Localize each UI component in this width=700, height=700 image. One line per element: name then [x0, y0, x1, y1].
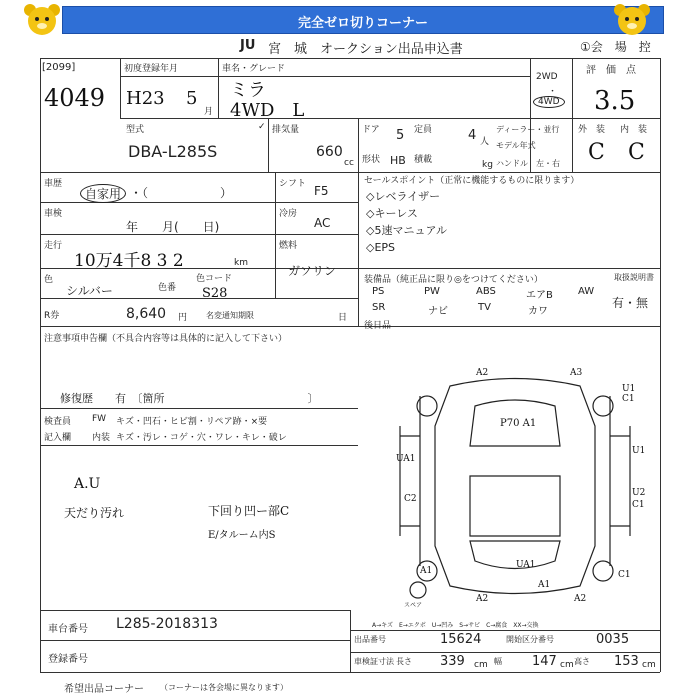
capacity-unit: 人 [480, 137, 490, 147]
exhibit-label: 出品番号 [354, 635, 386, 644]
recycle-day: 日 [338, 313, 348, 323]
wish-label: 希望出品コーナー [64, 684, 144, 695]
model-value: DBA-L285S [128, 142, 218, 161]
grid-line [350, 630, 660, 631]
flags-row1-label: FW [92, 414, 107, 424]
int-label: 内 装 [620, 125, 648, 135]
grid-line [350, 652, 660, 653]
score-value: 3.5 [594, 86, 636, 116]
length-unit: cm [474, 660, 488, 670]
cooling-value: AC [314, 216, 331, 230]
dealer-label: ディーラー・並行 [496, 125, 560, 134]
drive-dot: ・ [548, 87, 558, 97]
history-rest: ・（ ） [130, 186, 233, 200]
handwritten-note: E/タルーム内S [208, 530, 276, 541]
damage-mark: A1 [420, 566, 433, 576]
sales-item: ◇5速マニュアル [366, 224, 448, 237]
notes-label: 注意事項申告欄（不具合内容等は具体的に記入して下さい） [44, 334, 288, 344]
grid-line [218, 58, 219, 118]
grid-line [120, 58, 121, 118]
height-label: 高さ [574, 657, 590, 666]
drive-4wd: 4WD [533, 96, 565, 108]
length-value: 339 [440, 654, 465, 669]
grid-line [530, 58, 531, 172]
equip-airbag: エアB [526, 290, 553, 301]
first-reg-month: 5 [186, 88, 198, 109]
fuel-label: 燃料 [279, 241, 298, 251]
ext-label: 外 装 [578, 125, 606, 135]
damage-mark: U1 [622, 384, 636, 394]
bear-mascot-icon [22, 2, 62, 38]
recycle-label: R券 [44, 311, 60, 321]
load-label: 積載 [414, 155, 433, 165]
equipment-title: 装備品（純正品に限り◎をつけてください） [364, 275, 543, 285]
load-unit: kg [482, 160, 493, 170]
doors-value: 5 [396, 128, 405, 143]
handwritten-note: 天だり汚れ [64, 506, 125, 520]
spare-label: スペア [404, 602, 423, 609]
grid-line [660, 58, 661, 672]
damage-mark: C1 [618, 570, 631, 580]
flags-row2-label: 内装 [92, 433, 111, 443]
sales-title: セールスポイント（正常に機能するものに限ります） [364, 176, 580, 186]
car-label: 車名・グレード [222, 64, 286, 74]
car-name: ミラ [230, 80, 266, 101]
banner-title: 完全ゼロ切りコーナー [297, 16, 428, 31]
chassis-value: L285-2018313 [116, 616, 218, 632]
equipment-mgmt-value: 有・無 [612, 296, 649, 310]
color-code-label: 色コード [196, 274, 233, 284]
damage-mark: A3 [570, 368, 583, 378]
grid-line [120, 118, 660, 119]
wish-note: （コーナーは各会場に異なります） [160, 683, 288, 692]
damage-mark: U1 [632, 446, 646, 456]
grid-line [268, 118, 269, 172]
equip-aw: AW [578, 286, 595, 297]
sales-list [366, 188, 447, 256]
sales-item: ◇レベライザー [366, 190, 441, 203]
equip-tv: TV [478, 302, 491, 313]
grid-line [572, 58, 573, 172]
shift-value: F5 [314, 184, 329, 198]
shape-value: HB [390, 154, 406, 167]
handwritten-note: 下回り凹ー部C [208, 504, 290, 518]
damage-mark: C1 [632, 500, 645, 510]
flags-row2: キズ・汚レ・コゲ・穴・ワレ・キレ・破レ [116, 433, 287, 443]
equip-sr: SR [372, 302, 386, 313]
banner [0, 0, 700, 40]
registration-label: 登録番号 [48, 654, 88, 665]
drive-2wd: 2WD [536, 72, 558, 82]
color-label: 色 [44, 275, 54, 285]
history-value: 自家用 [80, 184, 126, 203]
grid-line [275, 172, 276, 298]
model-check: ✓ [258, 122, 266, 132]
width-unit: cm [560, 660, 574, 670]
exhibit-value: 15624 [440, 632, 482, 647]
handwritten-note: A.U [74, 476, 101, 492]
width-label: 幅 [494, 657, 502, 666]
grid-line [40, 640, 350, 641]
grid-line [40, 58, 41, 672]
recycle-unit: 円 [178, 313, 188, 323]
fuel-value: ガソリン [288, 264, 337, 278]
capacity-value: 4 [468, 128, 477, 143]
height-value: 153 [614, 654, 639, 669]
checker-label2: 記入欄 [44, 433, 72, 443]
org-logo: JU [240, 38, 256, 53]
score-label: 評 価 点 [586, 65, 636, 76]
color-value: シルバー [66, 284, 113, 298]
sales-item: ◇EPS [366, 241, 396, 254]
damage-mark: A2 [476, 594, 489, 604]
inspection-label: 車検 [44, 209, 63, 219]
damage-mark: UA1 [396, 454, 416, 464]
grid-line [40, 202, 358, 203]
color-code: S28 [202, 286, 228, 301]
shape-label: 形状 [362, 155, 381, 165]
grid-line [350, 610, 351, 672]
grid-line [358, 118, 359, 326]
recycle-notice-label: 名変通知期限 [206, 311, 254, 320]
grid-line [40, 326, 660, 327]
equip-leather: カワ [528, 306, 548, 317]
width-value: 147 [532, 654, 557, 669]
first-reg-era: H23 [126, 88, 165, 109]
lot-code: [2099] [42, 62, 76, 73]
length-label: 長さ [396, 657, 412, 666]
doors-label: ドア [362, 125, 380, 135]
damage-mark: A2 [476, 368, 489, 378]
equip-navi: ナビ [428, 306, 448, 317]
damage-mark: A2 [574, 594, 587, 604]
model-label: 型式 [126, 125, 145, 135]
damage-mark: P70 A1 [500, 418, 537, 429]
grid-line [40, 58, 660, 59]
checker-label: 検査員 [44, 417, 72, 427]
shift-label: シフト [279, 179, 307, 189]
damage-mark: C2 [404, 494, 417, 504]
equip-ps: PS [372, 286, 385, 297]
lot-number: 4049 [44, 84, 106, 112]
banner-bar [62, 6, 664, 34]
grid-line [40, 445, 358, 446]
mileage-unit: km [234, 258, 248, 268]
mileage-label: 走行 [44, 241, 63, 251]
equip-abs: ABS [476, 286, 496, 297]
history-label: 車歴 [44, 179, 63, 189]
handle-label: ハンドル 左・右 [496, 159, 560, 168]
bear-mascot-icon [612, 2, 652, 38]
displacement-label: 排気量 [272, 125, 300, 135]
notes-repair: 修復歴 有 〔箇所 〕 [60, 392, 319, 405]
dimension-label: 車検証寸法 [354, 657, 394, 666]
chassis-label: 車台番号 [48, 624, 88, 635]
damage-mark: A1 [538, 580, 551, 590]
capacity-label: 定員 [414, 125, 433, 135]
equipment-mgmt-label: 取扱説明書 [614, 273, 654, 282]
equip-pw: PW [424, 286, 440, 297]
displacement-value: 660 [316, 144, 343, 160]
flags-row1: キズ・凹石・ヒビ割・リペア跡・×要 [116, 417, 268, 427]
recycle-value: 8,640 [126, 306, 167, 322]
inspection-text: 年 月( 日) [126, 220, 220, 234]
damage-mark: U2 [632, 488, 646, 498]
cooling-label: 冷房 [279, 209, 298, 219]
displacement-unit: cc [344, 158, 354, 168]
damage-legend: A→キズ E→エクボ U→凹み S→サビ C→腐食 XX→交換 [372, 622, 539, 629]
org-title: 宮 城 オークション出品申込書 [268, 42, 463, 57]
first-reg-month-unit: 月 [204, 107, 214, 117]
rear-seat-label: 後日品 [364, 321, 392, 331]
damage-mark: C1 [622, 394, 635, 404]
model-year-label: モデル年式 [496, 141, 536, 150]
venue-copy: ①会 場 控 [580, 40, 651, 54]
car-grade: 4WD L [230, 100, 305, 121]
height-unit: cm [642, 660, 656, 670]
sales-item: ◇キーレス [366, 207, 418, 220]
lot-start-label: 開始区分番号 [506, 635, 554, 644]
grid-line [40, 610, 350, 611]
grid-line [40, 672, 660, 673]
ext-value: C [588, 140, 605, 165]
mileage-value: 10万4千8 3 2 [74, 251, 184, 271]
grid-line [120, 76, 530, 77]
color-no-label: 色番 [158, 283, 177, 293]
int-value: C [628, 140, 645, 165]
grid-line [40, 408, 358, 409]
damage-mark: UA1 [516, 560, 536, 570]
lot-start-value: 0035 [596, 632, 630, 647]
first-reg-label: 初度登録年月 [124, 64, 179, 74]
